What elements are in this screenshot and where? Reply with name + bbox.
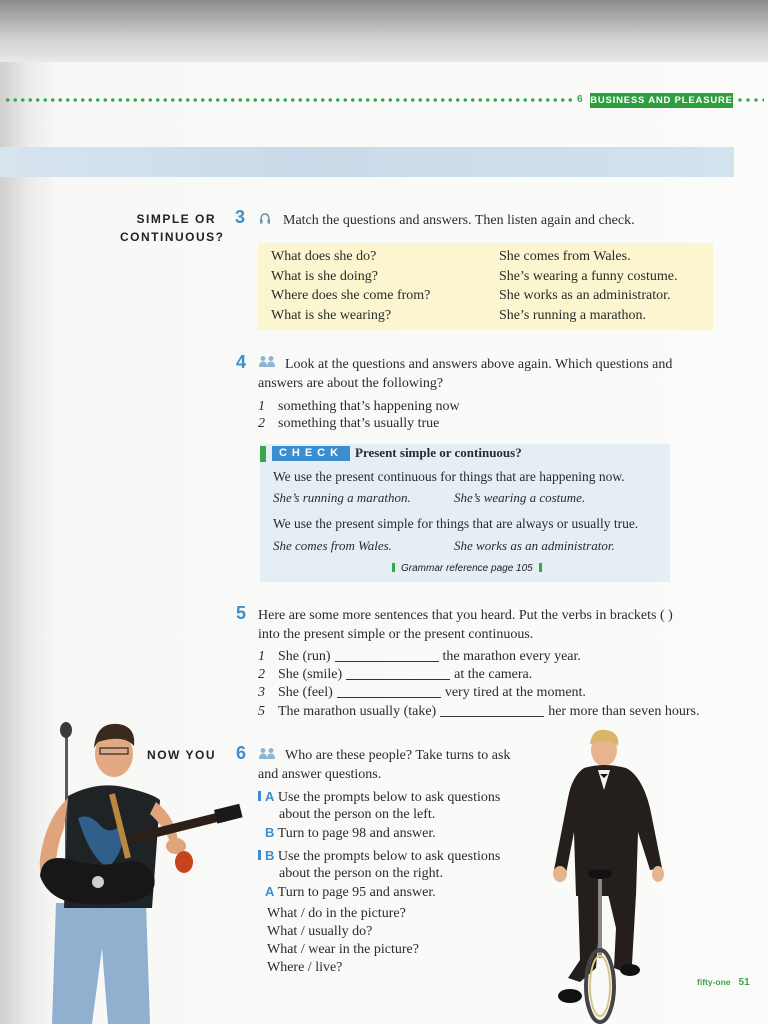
grammar-marker-right	[539, 563, 542, 572]
role-text: Turn to page 98 and answer.	[277, 826, 436, 841]
dotted-rule	[4, 97, 574, 103]
exercise-4-item	[258, 414, 439, 433]
exercise-6-instruction-line2: and answer questions.	[258, 767, 382, 782]
check-tag: CHECK	[272, 446, 350, 461]
item-text: something that’s usually true	[278, 416, 440, 431]
section-label-now-you: NOW YOU	[147, 748, 216, 762]
role-marker	[258, 850, 261, 860]
exercise-6-instruction-line1: Who are these people? Take turns to ask	[285, 748, 511, 763]
prompt-item: Where / live?	[267, 960, 343, 975]
role-a-partner	[265, 823, 436, 843]
item-number: 5	[258, 704, 265, 719]
unit-title: BUSINESS AND PLEASURE	[590, 95, 733, 106]
question-item: What is she wearing?	[271, 307, 392, 323]
exercise-4-number: 4	[236, 352, 247, 372]
check-marker	[260, 446, 266, 462]
item-after: at the camera.	[454, 667, 533, 682]
exercise-4-instruction-line2: answers are about the following?	[258, 376, 444, 391]
item-after: her more than seven hours.	[548, 704, 700, 719]
question-item: What does she do?	[271, 249, 377, 264]
unicyclist-photo	[546, 728, 676, 1024]
item-number: 2	[258, 667, 265, 682]
exercise-4-instruction-line1: Look at the questions and answers above again. Which questions and	[285, 357, 673, 372]
question-list	[271, 247, 430, 325]
question-item: Where does she come from?	[271, 288, 431, 303]
exercise-3-instruction: Match the questions and answers. Then listen again and check.	[283, 213, 635, 228]
role-b-instruction-line2: about the person on the right.	[279, 866, 444, 881]
role-label: B	[265, 825, 275, 840]
role-marker	[258, 791, 261, 801]
role-b-instruction	[258, 846, 500, 866]
item-number: 1	[258, 649, 265, 664]
item-number: 3	[258, 685, 265, 700]
prompt-item: What / wear in the picture?	[267, 942, 419, 957]
role-b-partner	[265, 882, 436, 902]
item-before: She (feel)	[278, 685, 333, 700]
page-number: 51	[738, 977, 750, 988]
pair-work-icon	[258, 747, 276, 760]
role-label: A	[265, 884, 275, 899]
item-text: something that’s happening now	[278, 399, 460, 414]
role-text: Use the prompts below to ask questions	[277, 790, 501, 805]
listen-icon	[258, 212, 272, 226]
match-box	[258, 243, 713, 330]
answer-item: She works as an administrator.	[499, 288, 671, 303]
scan-top-edge	[0, 0, 768, 62]
guitarist-photo	[28, 718, 247, 1024]
check-example: She comes from Wales.	[273, 538, 392, 553]
role-label: A	[265, 789, 275, 804]
answer-blank[interactable]	[440, 704, 544, 717]
item-before: The marathon usually (take)	[278, 704, 437, 719]
answer-blank[interactable]	[335, 649, 439, 662]
prompt-item: What / usually do?	[267, 924, 373, 939]
item-before: She (run)	[278, 649, 331, 664]
item-number: 1	[258, 399, 265, 414]
item-after: the marathon every year.	[442, 649, 581, 664]
role-text: Use the prompts below to ask questions	[277, 849, 501, 864]
item-number: 2	[258, 416, 265, 431]
exercise-3-number: 3	[235, 207, 246, 227]
gap-fill-item	[258, 647, 581, 666]
grammar-reference	[386, 563, 548, 574]
section-label-line1: SIMPLE OR	[136, 212, 216, 226]
dotted-rule-end	[736, 97, 764, 103]
grammar-marker-left	[392, 563, 395, 572]
answer-item: She’s running a marathon.	[499, 307, 646, 323]
question-item: What is she doing?	[271, 268, 378, 284]
grammar-reference-text: Grammar reference page 105	[401, 563, 533, 574]
answer-item: She’s wearing a funny costume.	[499, 268, 678, 284]
check-title: Present simple or continuous?	[355, 445, 522, 460]
answer-blank[interactable]	[346, 667, 450, 680]
check-rule-simple: We use the present simple for things that are always or usually true.	[273, 516, 639, 531]
role-label: B	[265, 848, 275, 863]
unit-number: 6	[577, 94, 583, 105]
section-label-line2: CONTINUOUS?	[120, 230, 225, 244]
role-a-instruction	[258, 787, 500, 807]
answer-blank[interactable]	[337, 685, 441, 698]
answer-list	[499, 247, 677, 325]
item-before: She (smile)	[278, 667, 343, 682]
pair-work-icon	[258, 355, 276, 368]
check-rule-continuous: We use the present continuous for things that are happening now.	[273, 469, 625, 484]
check-example: She works as an administrator.	[454, 538, 615, 553]
prompt-item: What / do in the picture?	[267, 906, 406, 921]
exercise-6-number: 6	[236, 743, 247, 763]
role-text: Turn to page 95 and answer.	[277, 885, 436, 900]
item-after: very tired at the moment.	[444, 685, 586, 700]
role-a-instruction-line2: about the person on the left.	[279, 807, 436, 822]
check-example: She’s wearing a costume.	[454, 490, 586, 505]
page-footer	[697, 977, 750, 988]
page-word: fifty-one	[697, 977, 731, 987]
gap-fill-item	[258, 683, 586, 702]
exercise-5-number: 5	[236, 603, 247, 623]
gap-fill-item	[258, 665, 532, 684]
check-example: She’s running a marathon.	[273, 490, 411, 505]
title-band	[0, 147, 734, 177]
gap-fill-item	[258, 702, 699, 721]
check-box	[260, 444, 670, 582]
section-label-simple-or-continuous	[120, 212, 225, 244]
exercise-5-instruction-line2: into the present simple or the present continuous.	[258, 627, 534, 642]
exercise-5-instruction-line1: Here are some more sentences that you heard. Put the verbs in brackets ( )	[258, 608, 673, 623]
answer-item: She comes from Wales.	[499, 249, 631, 264]
